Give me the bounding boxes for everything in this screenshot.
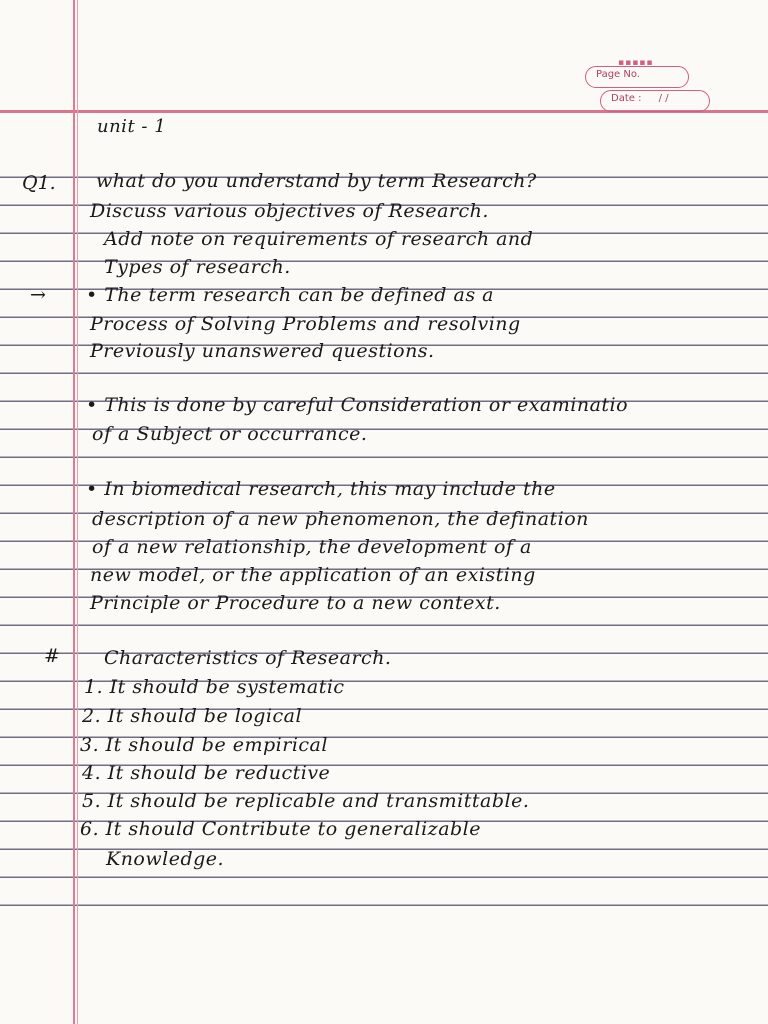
unit-title: unit - 1 [97,116,167,137]
answer-para3-line-5: Principle or Procedure to a new context. [90,592,501,614]
characteristic-item: 5. It should be replicable and transmittable. [82,790,530,812]
answer-para2-line-2: of a Subject or occurrance. [92,423,368,445]
question-line-3: Add note on requirements of research and [104,228,534,250]
page-no-box [585,66,689,88]
characteristic-item: 4. It should be reductive [82,762,331,784]
answer-para3-line-1: • In biomedical research, this may include the [86,478,556,500]
question-line-2: Discuss various objectives of Research. [90,200,489,222]
date-value: / / [658,93,669,104]
page-no-label: Page No. [596,69,640,80]
characteristics-marker: # [44,645,60,667]
characteristic-item-continuation: Knowledge. [106,848,225,870]
answer-para1-line-1: • The term research can be defined as a [86,284,494,306]
answer-para3-line-4: new model, or the application of an existing [90,564,536,586]
date-label: Date : [611,93,642,104]
margin-line-secondary [77,0,78,1024]
date-box [600,90,710,112]
decorative-dots: ▪▪▪▪▪ [618,58,654,68]
answer-para1-line-3: Previously unanswered questions. [90,340,435,362]
answer-arrow: → [30,284,46,306]
characteristic-item: 2. It should be logical [82,705,303,727]
question-number: Q1. [22,172,56,194]
characteristics-heading: Characteristics of Research. [104,647,392,669]
answer-para1-line-2: Process of Solving Problems and resolving [90,313,521,335]
question-line-1: what do you understand by term Research? [96,170,537,192]
characteristic-item: 1. It should be systematic [84,676,345,698]
answer-para3-line-2: description of a new phenomenon, the defination [92,508,589,530]
answer-para3-line-3: of a new relationship, the development of a [92,536,532,558]
question-line-4: Types of research. [104,256,291,278]
margin-line [73,0,75,1024]
answer-para2-line-1: • This is done by careful Consideration or examinatio [86,394,629,416]
characteristic-item: 3. It should be empirical [80,734,328,756]
characteristic-item: 6. It should Contribute to generalizable [80,818,482,840]
